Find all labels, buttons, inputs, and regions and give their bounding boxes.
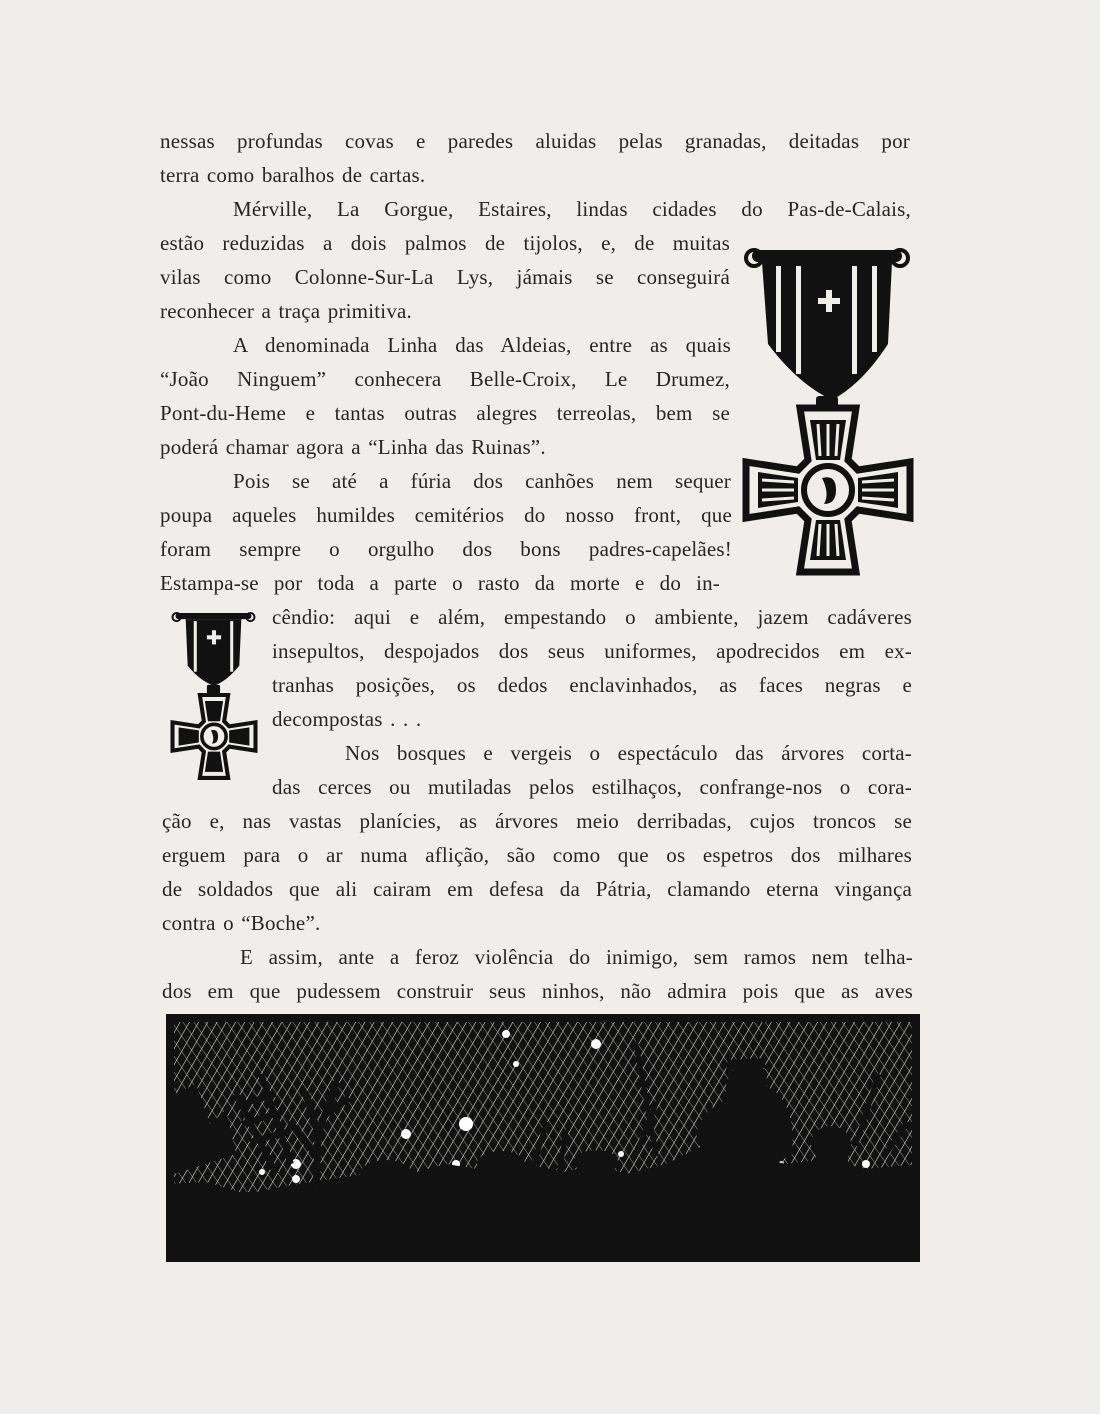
text-line: Estampa-se por toda a parte o rasto da morte e do in-: [160, 571, 720, 595]
text-line: insepultos, despojados dos seus uniformes, apodrecidos em ex-: [272, 639, 912, 663]
text-line: cêndio: aqui e além, empestando o ambiente, jazem cadáveres: [272, 605, 912, 629]
soldiers-silhouette-night-scene: [166, 1014, 920, 1262]
text-line: de soldados que ali cairam em defesa da Pátria, clamando eterna vingança: [162, 877, 912, 901]
text-line: das cerces ou mutiladas pelos estilhaços, confrange-nos o cora-: [272, 775, 912, 799]
text-line: Pois se até a fúria dos canhões nem sequer: [233, 469, 731, 493]
medal-icon: [168, 610, 260, 782]
text-line: decompostas . . .: [272, 707, 422, 731]
medal-icon: [742, 244, 914, 584]
text-line: nessas profundas covas e paredes aluidas pelas granadas, deitadas por: [160, 129, 910, 153]
text-line: poderá chamar agora a “Linha das Ruinas”.: [160, 435, 546, 459]
text-line: A denominada Linha das Aldeias, entre as quais: [233, 333, 731, 357]
text-line: poupa aqueles humildes cemitérios do nosso front, que: [160, 503, 732, 527]
text-line: “João Ninguem” conhecera Belle-Croix, Le Drumez,: [160, 367, 730, 391]
text-line: Mérville, La Gorgue, Estaires, lindas cidades do Pas-de-Calais,: [233, 197, 911, 221]
text-line: reconhecer a traça primitiva.: [160, 299, 412, 323]
text-line: ção e, nas vastas planícies, as árvores meio derribadas, cujos troncos se: [162, 809, 912, 833]
text-line: Pont-du-Heme e tantas outras alegres terreolas, bem se: [160, 401, 730, 425]
text-line: contra o “Boche”.: [162, 911, 321, 935]
text-line: erguem para o ar numa aflição, são como que os espetros dos milhares: [162, 843, 912, 867]
text-line: Nos bosques e vergeis o espectáculo das árvores corta-: [345, 741, 912, 765]
text-line: dos em que pudessem construir seus ninhos, não admira pois que as aves: [162, 979, 913, 1003]
text-line: foram sempre o orgulho dos bons padres-capelães!: [160, 537, 732, 561]
text-line: estão reduzidas a dois palmos de tijolos, e, de muitas: [160, 231, 730, 255]
text-line: tranhas posições, os dedos enclavinhados, as faces negras e: [272, 673, 912, 697]
text-line: terra como baralhos de cartas.: [160, 163, 426, 187]
text-line: E assim, ante a feroz violência do inimigo, sem ramos nem telha-: [240, 945, 913, 969]
text-line: vilas como Colonne-Sur-La Lys, jámais se conseguirá: [160, 265, 730, 289]
